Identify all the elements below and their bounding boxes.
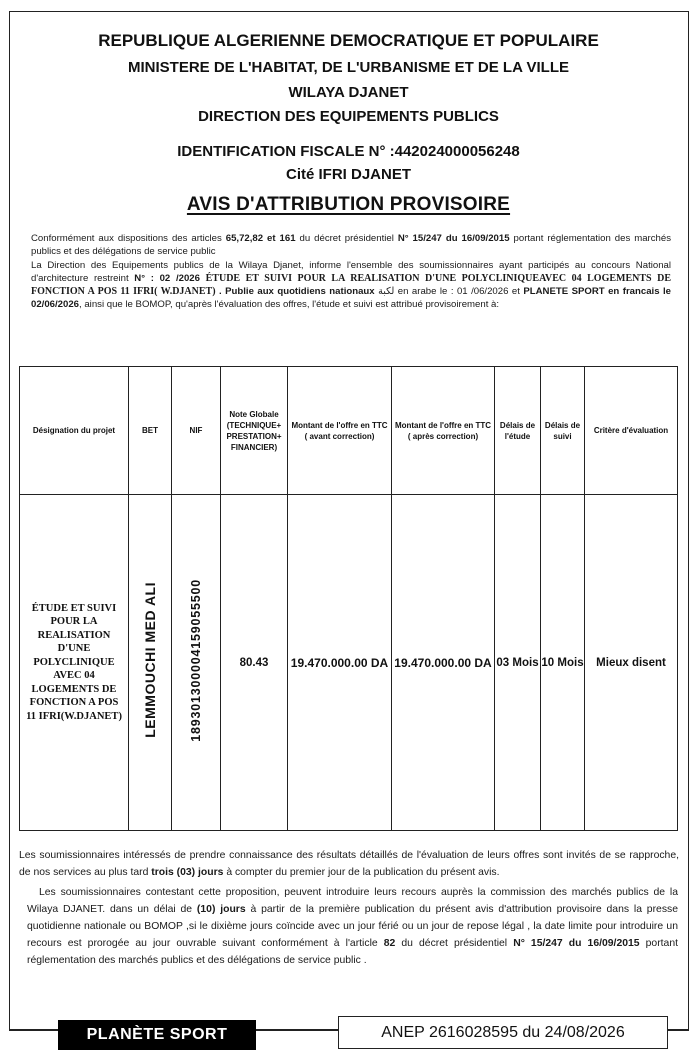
cell-critere: Mieux disent <box>585 495 678 831</box>
closing-p2-decree: N° 15/247 du 16/09/2015 <box>513 938 640 949</box>
intro-p1-decree: N° 15/247 du 16/09/2015 <box>397 233 510 244</box>
closing-p2-g: portant réglementation des marchés publics et des délégations de service public . <box>27 938 678 966</box>
intro-p2-d: . Publie aux quotidiens nationaux <box>215 286 379 298</box>
intro-p2-planete: PLANETE SPORT en francais le 02/06/2026 <box>31 286 671 311</box>
intro-p1-articles: 65,72,82 et 161 <box>225 233 296 244</box>
bet-name: LEMMOUCHI MED ALI <box>142 582 158 738</box>
intro-paragraph-2 <box>31 259 671 312</box>
header-republic: REPUBLIQUE ALGERIENNE DEMOCRATIQUE ET POPULAIRE <box>98 31 599 50</box>
table-header-row <box>20 367 678 495</box>
closing-p2-c: à partir de la première publication du présent avis d'attribution provisoire dans la presse quotidienne nationale ou BOMOP ,si le dixième jours coïncide avec un jour férié ou un jour de repose légal , la date limite pour introduire un recours est prorogée au jour ouvrable suivant conformément à l'article <box>27 904 678 949</box>
closing-p2-delay: (10) jours <box>196 904 246 915</box>
header-delais-suivi: Délais de suivi <box>541 367 585 495</box>
header-delais-etude: Délais de l'étude <box>495 367 541 495</box>
nif-number: 189301300004159055500 <box>189 578 203 742</box>
intro-p2-a: La Direction des Equipements publics de la Wilaya Djanet, informe l'ensemble des soumissionnaires ayant participés au concours National d'architecture restreint <box>31 259 671 284</box>
intro-paragraph-1 <box>31 232 671 259</box>
document-title-text: AVIS D'ATTRIBUTION PROVISOIRE <box>186 194 511 215</box>
cell-montant-apres: 19.470.000.00 DA <box>392 495 495 831</box>
cell-delais-suivi: 10 Mois <box>541 495 585 831</box>
table-row <box>20 495 678 831</box>
header-montant-apres: Montant de l'offre en TTC ( après correction) <box>392 367 495 495</box>
intro-p2-h: , ainsi que le BOMOP, qu'après l'évaluation des offres, l'étude et suivi est attribué provisoirement à: <box>79 299 500 311</box>
intro-p1-e: portant réglementation des marchés publics et des délégations de service public <box>31 233 672 258</box>
intro-p2-arabic-paper: لكبة <box>378 286 395 298</box>
intro-p1-c: du décret présidentiel <box>295 233 398 244</box>
header-fiscal-id: IDENTIFICATION FISCALE N° :442024000056248 <box>177 143 520 160</box>
header-designation: Désignation du projet <box>20 367 129 495</box>
intro-p2-f: en arabe le : 01 /06/2026 et <box>394 286 524 298</box>
intro-p2-number: N° : 02 /2026 <box>134 272 200 284</box>
intro-text <box>31 232 671 312</box>
header-direction: DIRECTION DES EQUIPEMENTS PUBLICS <box>198 108 499 125</box>
closing-paragraph-2 <box>27 884 678 969</box>
newspaper-brand-logo: PLANÈTE SPORT <box>58 1020 256 1050</box>
closing-p2-e: du décret présidentiel <box>395 938 514 949</box>
closing-p1-a: Les soumissionnaires intéressés de prendre connaissance des résultats détaillés de l'évaluation de leurs offres sont invités de se rapproche, de nos services au plus tard <box>19 850 679 878</box>
cell-montant-avant: 19.470.000.00 DA <box>288 495 392 831</box>
cell-bet <box>129 495 172 831</box>
cell-delais-etude: 03 Mois <box>495 495 541 831</box>
document-title <box>0 194 697 216</box>
header-montant-avant: Montant de l'offre en TTC ( avant correction) <box>288 367 392 495</box>
intro-p1-a: Conformément aux dispositions des articles <box>31 233 226 244</box>
closing-p1-c: à compter du premier jour de la publication du présent avis. <box>223 867 500 878</box>
header-wilaya: WILAYA DJANET <box>288 84 409 101</box>
cell-nif <box>172 495 221 831</box>
header-ministry: MINISTERE DE L'HABITAT, DE L'URBANISME ET DE LA VILLE <box>127 59 570 76</box>
header-critere: Critère d'évaluation <box>585 367 678 495</box>
header-note: Note Globale (TECHNIQUE+ PRESTATION+ FINANCIER) <box>221 367 288 495</box>
closing-p2-article: 82 <box>383 938 396 949</box>
closing-p2-a: Les soumissionnaires contestant cette proposition, peuvent introduire leurs recours auprès la commission des marchés publics de la Wilaya DJANET. dans un délai de <box>27 887 678 915</box>
cell-note: 80.43 <box>221 495 288 831</box>
anep-reference: ANEP 2616028595 du 24/08/2026 <box>338 1016 668 1049</box>
header-address: Cité IFRI DJANET <box>285 166 411 183</box>
header-nif: NIF <box>172 367 221 495</box>
closing-p1-delay: trois (03) jours <box>151 867 224 878</box>
closing-paragraph-1 <box>19 847 679 881</box>
cell-designation: ÉTUDE ET SUIVI POUR LA REALISATION D'UNE POLYCLINIQUE AVEC 04 LOGEMENTS DE FONCTION A POS 11 IFRI(W.DJANET) <box>20 495 129 831</box>
header-bet: BET <box>129 367 172 495</box>
attribution-table <box>19 366 678 831</box>
intro-p2-project: ÉTUDE ET SUIVI POUR LA REALISATION D'UNE POLYCLINIQUEAVEC 04 LOGEMENTS DE FONCTION A POS 11 IFRI( W.DJANET) <box>31 272 671 298</box>
